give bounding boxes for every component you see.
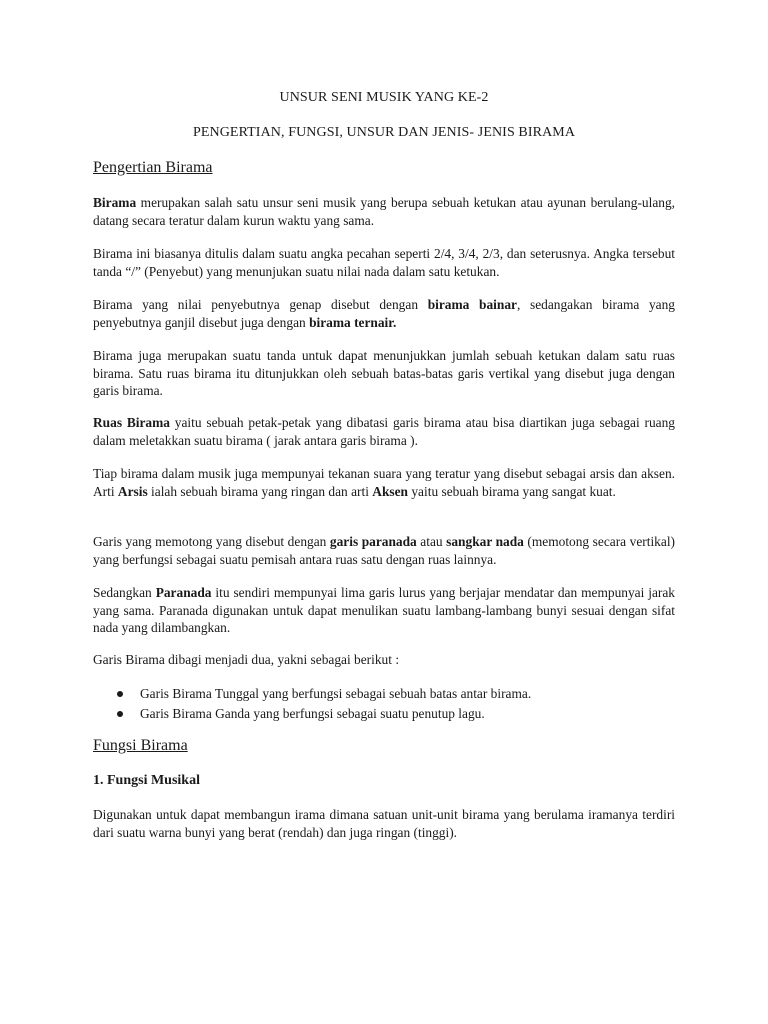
list-item [93, 704, 675, 724]
document-title: UNSUR SENI MUSIK YANG KE-2 [279, 90, 489, 105]
sub-heading-fungsi-musikal: 1. Fungsi Musikal [93, 773, 200, 788]
bullet-icon [117, 711, 123, 717]
bold-term: Aksen [372, 483, 409, 499]
bold-term: sangkar nada [446, 534, 524, 549]
bullet-list [93, 684, 675, 723]
document-subtitle: PENGERTIAN, FUNGSI, UNSUR DAN JENIS- JENIS BIRAMA [192, 125, 576, 140]
section-heading-fungsi: Fungsi Birama [93, 737, 188, 754]
paragraph-9 [93, 651, 675, 669]
paragraph-text: Birama yang nilai penyebutnya genap disebut dengan [93, 297, 428, 312]
paragraph-10 [93, 806, 675, 841]
paragraph-text: Birama juga merupakan suatu tanda untuk dapat menunjukkan jumlah sebuah ketukan dalam satu ruas birama. Satu ruas birama itu ditunjukkan oleh sebuah batas-batas garis vertikal yang disebut juga dengan garis birama. [93, 348, 675, 398]
bold-term: birama ternair. [309, 314, 397, 330]
paragraph-text: ialah sebuah birama yang ringan dan arti [147, 483, 373, 499]
list-item-text: Garis Birama Ganda yang berfungsi sebagai suatu penutup lagu. [140, 705, 485, 721]
paragraph-8 [93, 584, 675, 637]
bold-term: birama bainar [427, 297, 517, 312]
paragraph-5 [93, 414, 675, 449]
paragraph-text: yaitu sebuah petak-petak yang dibatasi garis birama atau bisa diartikan juga sebagai ruang dalam meletakkan suatu birama ( jarak antara garis birama ). [93, 415, 675, 448]
paragraph-text: Digunakan untuk dapat membangun irama dimana satuan unit-unit birama yang berulama iramanya terdiri dari suatu warna bunyi yang berat (rendah) dan juga ringan (tinggi). [93, 807, 675, 840]
bullet-icon [117, 691, 123, 697]
list-item-text: Garis Birama Tunggal yang berfungsi sebagai sebuah batas antar birama. [140, 686, 532, 701]
bold-term: Paranada [155, 585, 212, 600]
paragraph-7 [93, 533, 675, 568]
paragraph-text: Garis yang memotong yang disebut dengan [93, 534, 330, 549]
paragraph-text: merupakan salah satu unsur seni musik yang berupa sebuah ketukan atau ayunan berulang-ulang, datang secara teratur dalam kurun waktu yang sama. [93, 195, 675, 228]
paragraph-text: Sedangkan [93, 585, 156, 600]
paragraph-2 [93, 245, 675, 280]
bold-term: Birama [93, 195, 137, 210]
paragraph-4 [93, 347, 675, 400]
list-item [93, 684, 675, 704]
paragraph-text: atau [416, 534, 447, 549]
paragraph-text: , sedangakan birama yang penyebutnya ganjil disebut juga dengan [93, 297, 675, 330]
paragraph-text: (memotong secara vertikal) yang berfungsi sebagai suatu pemisah antara ruas satu dengan ruas lainnya. [93, 534, 675, 567]
paragraph-6 [93, 465, 675, 500]
paragraph-text: itu sendiri mempunyai lima garis lurus yang berjajar mendatar dan mempunyai jarak yang sama. Paranada digunakan untuk dapat menulikan suatu lambang-lambang bunyi sesuai dengan sifat nada yang dilambangkan. [93, 585, 675, 635]
bold-term: Arsis [117, 483, 148, 499]
paragraph-text: Tiap birama dalam musik juga mempunyai tekanan suara yang teratur yang disebut sebagai arsis dan aksen. Arti [93, 466, 675, 499]
bold-term: Ruas Birama [93, 415, 170, 430]
paragraph-text: Garis Birama dibagi menjadi dua, yakni sebagai berikut : [93, 652, 400, 667]
paragraph-text: yaitu sebuah birama yang sangat kuat. [408, 483, 616, 499]
paragraph-3 [93, 296, 675, 331]
paragraph-text: Birama ini biasanya ditulis dalam suatu angka pecahan seperti 2/4, 3/4, 2/3, dan seterusnya. Angka tersebut tanda “/” (Penyebut) yang menunjukan suatu nilai nada dalam satu ketukan. [93, 246, 675, 279]
paragraph-1 [93, 194, 675, 229]
bold-term: garis paranada [329, 534, 417, 549]
section-heading-pengertian: Pengertian Birama [93, 159, 213, 176]
